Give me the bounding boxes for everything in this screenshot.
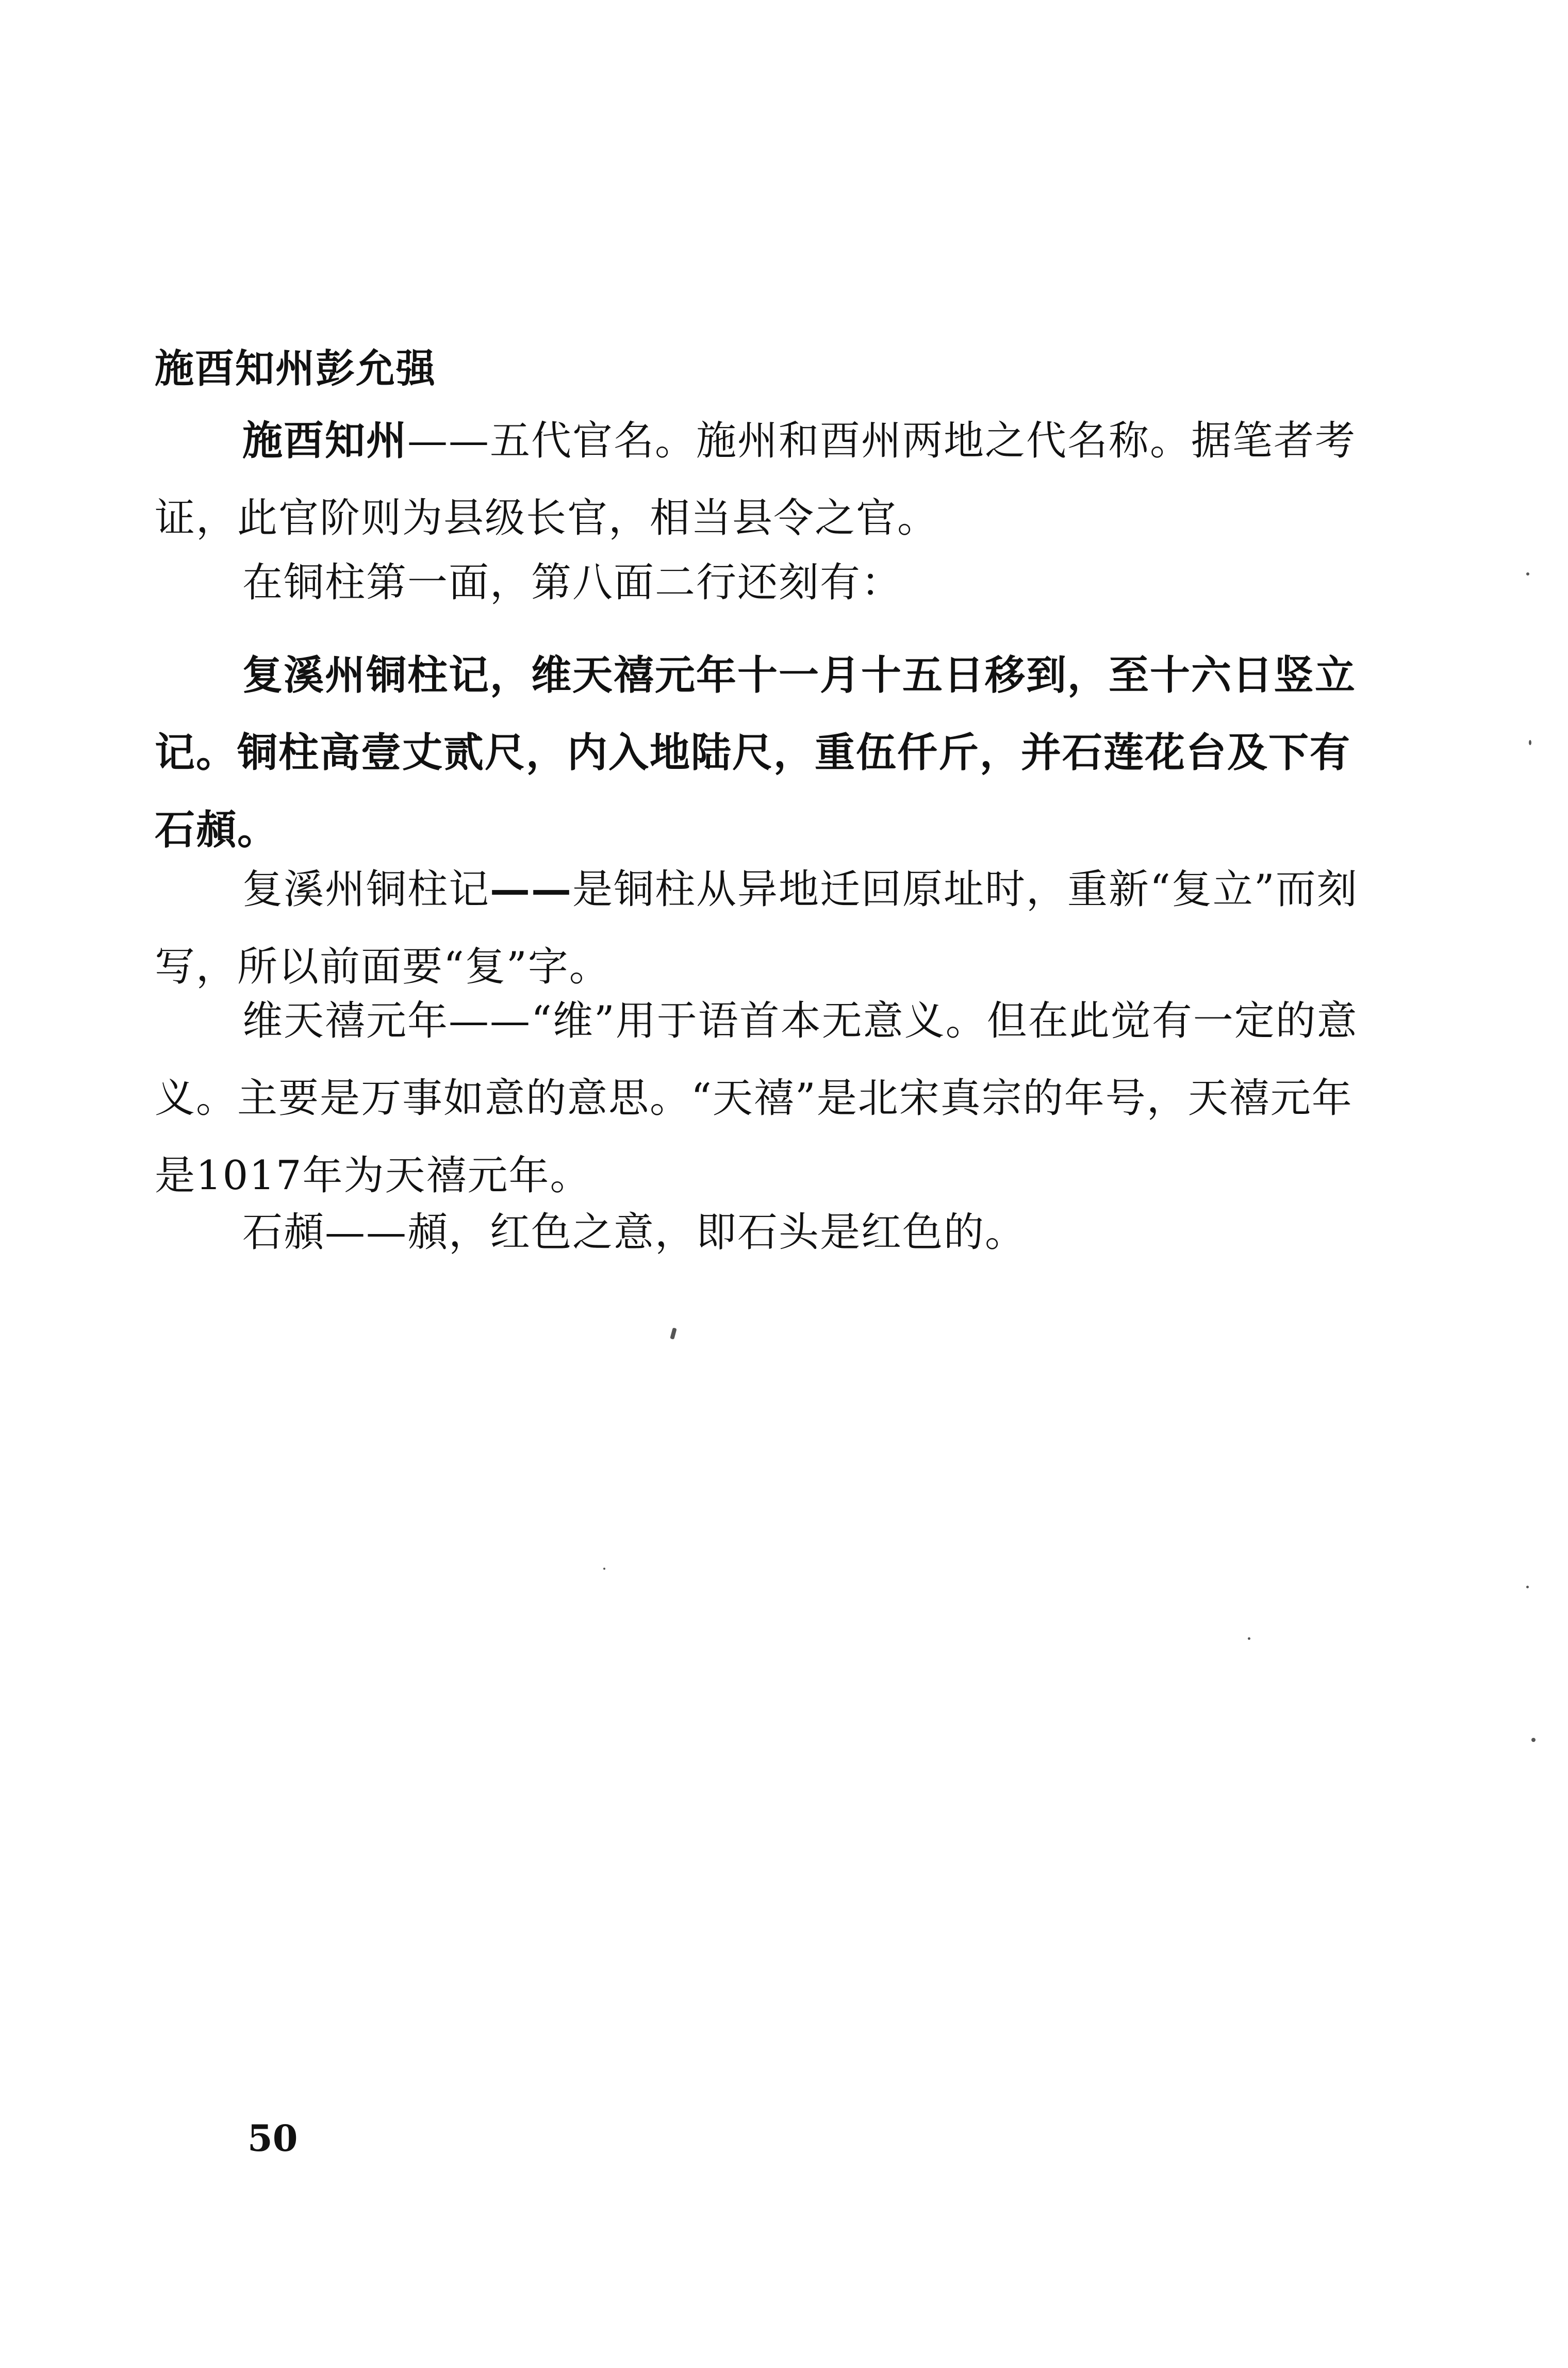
paragraph-text: 是铜柱从异地迁回原址时，重新“复立”而刻写，所以前面要“复”字。 [155,866,1358,990]
scan-speck [670,1327,676,1339]
dash: —— [490,866,573,913]
paragraph-text: “维”用于语首本无意义。但在此觉有一定的意义。主要是万事如意的意思。“天禧”是北宋真宗的年号，天禧元年是1017年为天禧元年。 [155,998,1358,1199]
term: 复溪州铜柱记 [242,866,490,913]
paragraph-inscription-intro [155,544,1382,621]
term: 石頳 [242,1209,325,1256]
term: 施酉知州 [242,417,408,464]
dash: —— [407,418,490,464]
paragraph-text: 五代官名。施州和酉州两地之代名称。据笔者考证，此官阶则为县级长官，相当县令之官。 [155,418,1357,541]
scan-speck [1526,572,1529,575]
scan-speck [603,1568,605,1570]
paragraph-text: 复溪州铜柱记，维天禧元年十一月十五日移到，至十六日竖立记。铜柱高壹丈贰尺，内入地陆尺，重伍仟斤，并石莲花台及下有石頳。 [155,652,1357,853]
paragraph-shixi-zhizhou [155,402,1382,557]
page-number: 50 [247,2117,298,2160]
scan-speck [1526,1586,1529,1588]
paragraph-inscription-quote [155,637,1382,869]
paragraph-text: 在铜柱第一面，第八面二行还刻有： [242,560,903,606]
scan-speck [1529,740,1531,745]
scan-speck [1531,1738,1536,1742]
paragraph-text: 頳，红色之意，即石头是红色的。 [407,1209,1027,1256]
term: 维天禧元年 [242,998,449,1044]
dash: —— [325,1209,408,1256]
dash: —— [449,998,532,1044]
paragraph-shi-cheng [155,1194,1382,1271]
section-heading: 施酉知州彭允强 [155,346,436,391]
paragraph-weitianxi-yuannian [155,982,1382,1214]
scan-speck [1248,1637,1250,1640]
